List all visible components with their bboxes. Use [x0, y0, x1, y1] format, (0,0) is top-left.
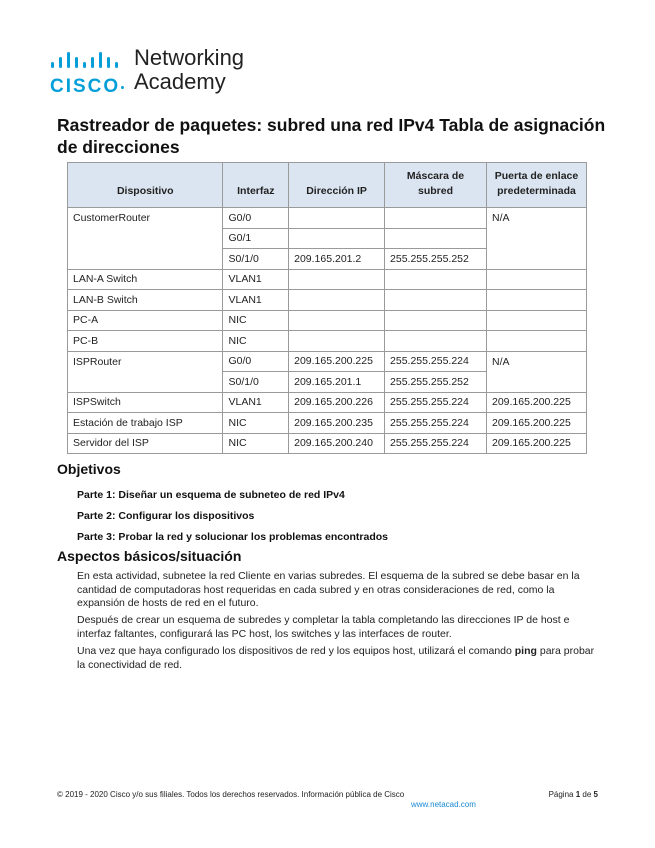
page-total: 5 — [593, 790, 598, 799]
p3-text-before: Una vez que haya configurado los dispositivos de red y los equipos host, utilizará el comando — [77, 645, 515, 657]
cell-ip: 209.165.200.226 — [289, 392, 385, 413]
table-row — [68, 351, 587, 372]
table-row — [68, 413, 587, 434]
cell-ip: 209.165.200.240 — [289, 433, 385, 454]
cell-interface: S0/1/0 — [223, 249, 289, 270]
cell-mask — [385, 310, 487, 331]
header-interface: Interfaz — [223, 163, 289, 208]
objectives-list — [77, 488, 388, 551]
cell-ip — [289, 290, 385, 311]
table-header-row — [68, 163, 587, 208]
cell-ip: 209.165.201.1 — [289, 372, 385, 393]
cell-mask: 255.255.255.224 — [385, 392, 487, 413]
header-ip: Dirección IP — [289, 163, 385, 208]
page-of: de — [582, 790, 592, 799]
cell-mask: 255.255.255.224 — [385, 413, 487, 434]
cell-interface: NIC — [223, 413, 289, 434]
cisco-wordmark: CISCO — [50, 76, 121, 97]
cell-ip: 209.165.201.2 — [289, 249, 385, 270]
table-row — [68, 310, 587, 331]
cell-mask: 255.255.255.224 — [385, 433, 487, 454]
cell-interface: G0/1 — [223, 228, 289, 249]
cell-interface: NIC — [223, 331, 289, 352]
cisco-networking-academy-logo — [50, 44, 270, 100]
cell-ip — [289, 331, 385, 352]
cell-ip — [289, 208, 385, 229]
cell-mask — [385, 228, 487, 249]
footer-copyright: © 2019 - 2020 Cisco y/o sus filiales. Todos los derechos reservados. Información pública de Cisco — [57, 790, 405, 799]
cell-mask — [385, 269, 487, 290]
cell-device: LAN-B Switch — [68, 290, 223, 311]
table-row — [68, 269, 587, 290]
table-row — [68, 433, 587, 454]
cell-device: Estación de trabajo ISP — [68, 413, 223, 434]
p3-text-after: para probar la conectividad de red. — [77, 645, 595, 671]
table-row — [68, 208, 587, 229]
cell-interface: G0/0 — [223, 351, 289, 372]
addressing-table — [67, 162, 587, 454]
footer-page-number — [549, 790, 598, 799]
cell-device: CustomerRouter — [68, 208, 223, 270]
cell-gateway: 209.165.200.225 — [487, 433, 587, 454]
cell-mask — [385, 331, 487, 352]
cell-gateway — [487, 310, 587, 331]
cell-interface: G0/0 — [223, 208, 289, 229]
cell-gateway: N/A — [487, 351, 587, 392]
document-title: Rastreador de paquetes: subred una red IPv4 Tabla de asignación de direcciones — [57, 115, 606, 157]
header-gateway: Puerta de enlace predeterminada — [487, 163, 587, 208]
cell-interface: NIC — [223, 310, 289, 331]
cell-ip — [289, 228, 385, 249]
cell-device: ISPSwitch — [68, 392, 223, 413]
header-mask: Máscara de subred — [385, 163, 487, 208]
objective-item: Parte 1: Diseñar un esquema de subneteo de red IPv4 — [77, 489, 345, 501]
cell-device: PC-A — [68, 310, 223, 331]
table-row — [68, 290, 587, 311]
background-paragraph-2: Después de crear un esquema de subredes y completar la tabla completando las direcciones IP de host e interfaz faltantes, configurará las PC host, los switches y las interfaces de router. — [77, 614, 570, 640]
cisco-dot — [121, 86, 124, 89]
cell-mask: 255.255.255.252 — [385, 249, 487, 270]
cell-device: LAN-A Switch — [68, 269, 223, 290]
cell-gateway — [487, 269, 587, 290]
cell-interface: VLAN1 — [223, 290, 289, 311]
cell-gateway: N/A — [487, 208, 587, 270]
objective-item: Parte 2: Configurar los dispositivos — [77, 510, 255, 522]
page-current: 1 — [575, 790, 581, 799]
cell-mask — [385, 208, 487, 229]
cell-interface: S0/1/0 — [223, 372, 289, 393]
cell-gateway: 209.165.200.225 — [487, 413, 587, 434]
cell-mask: 255.255.255.224 — [385, 351, 487, 372]
background-paragraph-3 — [77, 645, 597, 672]
cell-interface: VLAN1 — [223, 269, 289, 290]
cell-ip: 209.165.200.235 — [289, 413, 385, 434]
cell-ip: 209.165.200.225 — [289, 351, 385, 372]
cell-gateway: 209.165.200.225 — [487, 392, 587, 413]
brand-academy: Academy — [134, 69, 226, 94]
brand-networking: Networking — [134, 45, 245, 70]
cell-gateway — [487, 331, 587, 352]
table-row — [68, 392, 587, 413]
objectives-heading: Objetivos — [57, 461, 121, 477]
cell-mask: 255.255.255.252 — [385, 372, 487, 393]
page-word: Página — [548, 790, 574, 799]
cell-ip — [289, 310, 385, 331]
background-paragraph-1: En esta actividad, subnetee la red Cliente en varias subredes. El esquema de la subred se debe basar en la cantidad de computadoras host requeridas en cada subred y en otras consideraciones de red, como la expansión de hosts de red en el futuro. — [77, 570, 580, 609]
background-heading: Aspectos básicos/situación — [57, 548, 242, 564]
header-device: Dispositivo — [68, 163, 223, 208]
ping-command: ping — [514, 645, 537, 657]
cell-ip — [289, 269, 385, 290]
footer-url-link[interactable]: www.netacad.com — [411, 800, 476, 809]
cell-interface: VLAN1 — [223, 392, 289, 413]
cell-device: PC-B — [68, 331, 223, 352]
objective-item: Parte 3: Probar la red y solucionar los problemas encontrados — [77, 531, 389, 543]
cell-device: Servidor del ISP — [68, 433, 223, 454]
cell-device: ISPRouter — [68, 351, 223, 392]
cisco-bars-icon — [50, 50, 122, 72]
table-row — [68, 331, 587, 352]
cell-interface: NIC — [223, 433, 289, 454]
cell-mask — [385, 290, 487, 311]
cell-gateway — [487, 290, 587, 311]
